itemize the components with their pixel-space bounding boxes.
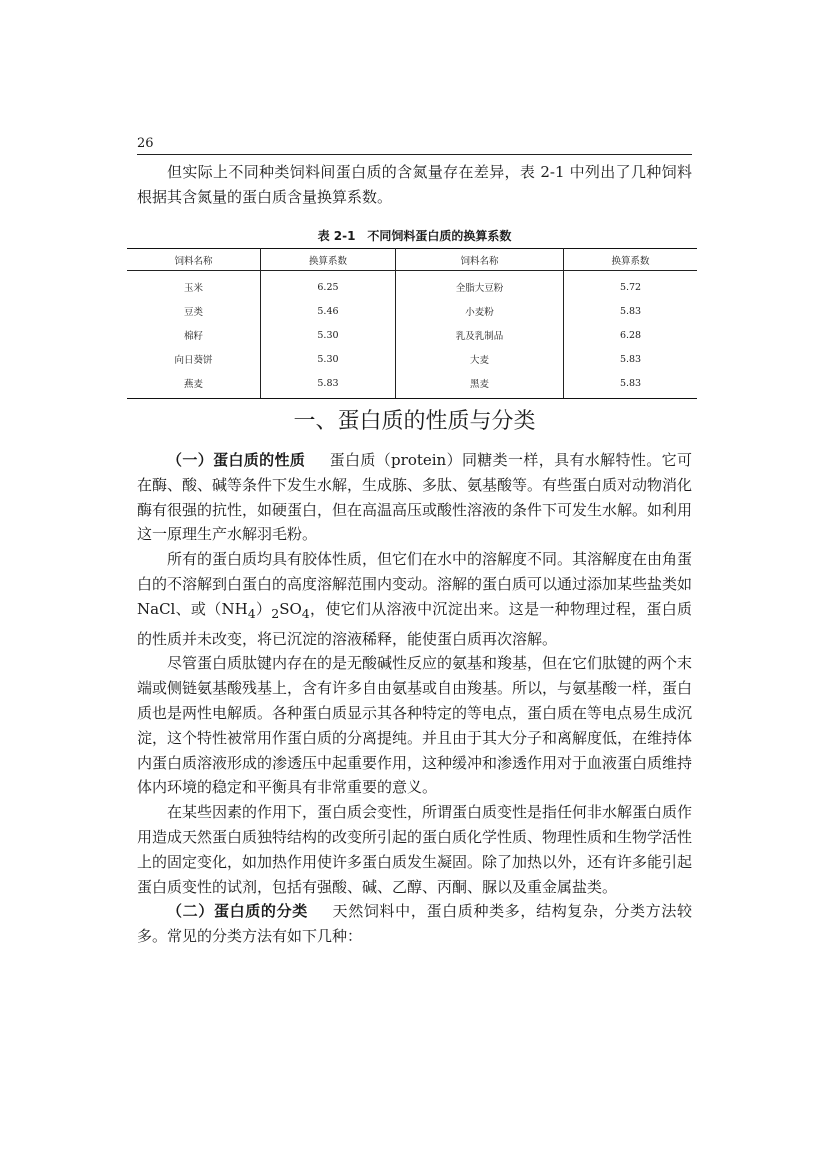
factor-cell: 6.28 — [619, 329, 642, 341]
intro-paragraph: 但实际上不同种类饲料间蛋白质的含氮量存在差异，表 2-1 中列出了几种饲料根据其含氮量的蛋白质含量换算系数。 — [137, 163, 692, 206]
paragraph-text: SO — [279, 599, 302, 618]
section-title: 一、蛋白质的性质与分类 — [293, 409, 536, 434]
feed-name-cell: 黑麦 — [396, 371, 564, 399]
feed-name-cell: 全脂大豆粉 — [396, 271, 564, 300]
factor-cell: 5.72 — [619, 281, 642, 293]
factor-cell: 5.83 — [619, 305, 642, 317]
table-row — [127, 323, 697, 347]
feed-name-cell: 向日葵饼 — [127, 347, 260, 371]
table-caption: 表 2-1 不同饲料蛋白质的换算系数 — [317, 229, 512, 243]
factor-cell: 5.83 — [564, 371, 697, 399]
feed-name-cell: 玉米 — [127, 271, 260, 300]
subscript: 4 — [301, 605, 310, 621]
table-row — [127, 347, 697, 371]
feed-name-cell: 小麦粉 — [396, 299, 564, 323]
header-factor-1: 换算系数 — [260, 249, 395, 271]
header-feed-name-1: 饲料名称 — [127, 249, 260, 271]
feed-name-cell: 燕麦 — [127, 371, 260, 399]
conversion-factor-table — [127, 248, 697, 399]
feed-name-cell: 大麦 — [396, 347, 564, 371]
paragraph-text: ） — [255, 599, 272, 618]
subscript: 4 — [247, 605, 256, 621]
page-number: 26 — [137, 136, 154, 151]
table-header-row — [127, 249, 697, 271]
factor-cell: 5.46 — [260, 299, 395, 323]
table-row — [127, 271, 697, 300]
paragraph-denaturation: 在某些因素的作用下，蛋白质会变性，所谓蛋白质变性是指任何非水解蛋白质作用造成天然蛋白质独特结构的改变所引起的蛋白质化学性质、物理性质和生物学活性上的固定变化，如加热作用使许多蛋白质发生凝固。除了加热以外，还有许多能引起蛋白质变性的试剂，包括有强酸、碱、乙醇、丙酮、脲以及重金属盐类。 — [137, 803, 693, 896]
header-rule — [137, 154, 692, 155]
paragraph-colloid — [137, 547, 692, 651]
subsection-heading-classification: （二）蛋白质的分类 — [167, 902, 308, 921]
header-feed-name-2: 饲料名称 — [396, 249, 564, 271]
subscript: 2 — [271, 605, 280, 621]
paragraph-properties — [137, 448, 692, 547]
body-text — [137, 448, 692, 949]
paragraph-text: 天然饲料中，蛋白质种类多，结构复杂，分类方法较多。常见的分类方法有如下几种： — [137, 902, 692, 946]
factor-cell: 5.30 — [260, 347, 395, 371]
factor-cell: 5.83 — [260, 371, 395, 399]
feed-name-cell: 棉籽 — [127, 323, 260, 347]
paragraph-classification — [137, 899, 692, 949]
subsection-heading-properties: （一）蛋白质的性质 — [167, 451, 306, 469]
header-factor-2: 换算系数 — [564, 249, 697, 271]
factor-cell: 5.30 — [260, 323, 395, 347]
intro-block — [137, 160, 692, 210]
table-row — [127, 371, 697, 399]
paragraph-text: 所有的蛋白质均具有胶体性质，但它们在水中的溶解度不同。其溶解度在由角蛋白的不溶解到白蛋白的高度溶解范围内变动。溶解的蛋白质可以通过添加某些盐类如 NaCl、或（NH — [137, 550, 693, 618]
factor-cell: 5.83 — [619, 353, 642, 365]
paragraph-amphoteric: 尽管蛋白质肽键内存在的是无酸碱性反应的氨基和羧基，但在它们肽键的两个末端或侧链氨基酸残基上，含有许多自由氨基或自由羧基。所以，与氨基酸一样，蛋白质也是两性电解质。各种蛋白质显示其各种特定的等电点，蛋白质在等电点易生成沉淀，这个特性被常用作蛋白质的分离提纯。并且由于其大分子和离解度低，在维持体内蛋白质溶液形成的渗透压中起重要作用，这种缓冲和渗透作用对于血液蛋白质维持体内环境的稳定和平衡具有非常重要的意义。 — [137, 654, 693, 797]
paragraph-text: ，使它们从溶液中沉淀出来。这是一种物理过程，蛋白质的性质并未改变，将已沉淀的溶液稀释，能使蛋白质再次溶解。 — [137, 599, 692, 648]
factor-cell: 6.25 — [260, 271, 395, 300]
paragraph-text: 蛋白质（protein）同糖类一样，具有水解特性。它可在酶、酸、碱等条件下发生水解，生成胨、多肽、氨基酸等。有些蛋白质对动物消化酶有很强的抗性，如硬蛋白，但在高温高压或酸性溶液的条件下可发生水解。如利用这一原理生产水解羽毛粉。 — [137, 451, 693, 544]
table-row — [127, 299, 697, 323]
feed-name-cell: 豆类 — [127, 299, 260, 323]
feed-name-cell: 乳及乳制品 — [396, 323, 564, 347]
